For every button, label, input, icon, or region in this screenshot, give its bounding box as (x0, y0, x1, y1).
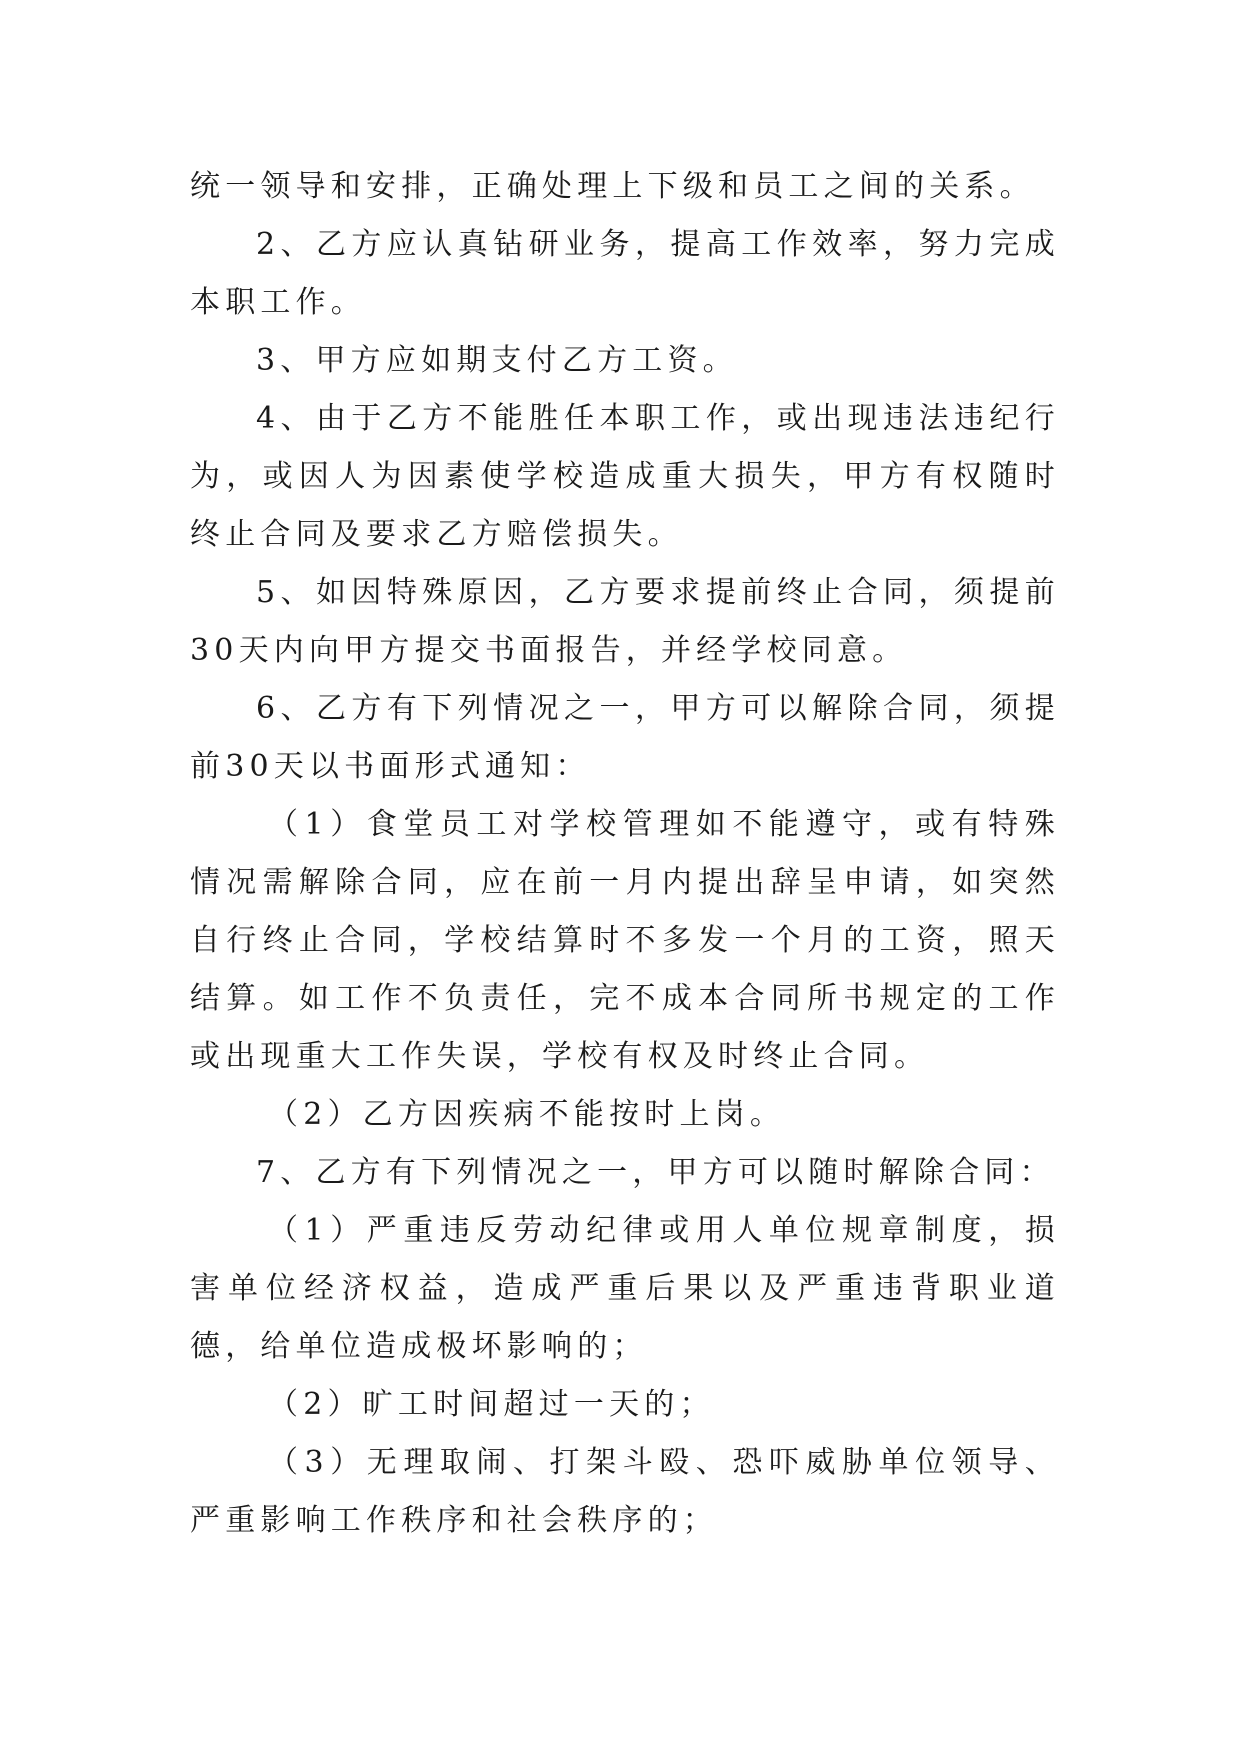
clause-3: 3、甲方应如期支付乙方工资。 (256, 343, 738, 378)
document-body (190, 158, 1060, 1550)
paragraph-continuation: 统一领导和安排，正确处理上下级和员工之间的关系。 (190, 169, 1035, 204)
clause-7-item-1: （1）严重违反劳动纪律或用人单位规章制度，损害单位经济权益，造成严重后果以及严重违背职业道德，给单位造成极坏影响的； (190, 1213, 1060, 1364)
clause-6: 6、乙方有下列情况之一，甲方可以解除合同，须提前30天以书面形式通知： (190, 691, 1060, 784)
clause-7-item-2: （2）旷工时间超过一天的； (268, 1387, 715, 1422)
clause-7-item-3: （3）无理取闹、打架斗殴、恐吓威胁单位领导、严重影响工作秩序和社会秩序的； (190, 1445, 1060, 1538)
clause-7: 7、乙方有下列情况之一，甲方可以随时解除合同： (256, 1155, 1055, 1190)
clause-4: 4、由于乙方不能胜任本职工作，或出现违法违纪行为，或因人为因素使学校造成重大损失，甲方有权随时终止合同及要求乙方赔偿损失。 (190, 401, 1060, 552)
clause-2: 2、乙方应认真钻研业务，提高工作效率，努力完成本职工作。 (190, 227, 1060, 320)
clause-6-item-2: （2）乙方因疾病不能按时上岗。 (268, 1097, 786, 1132)
clause-5: 5、如因特殊原因，乙方要求提前终止合同，须提前30天内向甲方提交书面报告，并经学校同意。 (190, 575, 1060, 668)
clause-6-item-1: （1）食堂员工对学校管理如不能遵守，或有特殊情况需解除合同，应在前一月内提出辞呈申请，如突然自行终止合同，学校结算时不多发一个月的工资，照天结算。如工作不负责任，完不成本合同所书规定的工作或出现重大工作失误，学校有权及时终止合同。 (190, 807, 1060, 1074)
